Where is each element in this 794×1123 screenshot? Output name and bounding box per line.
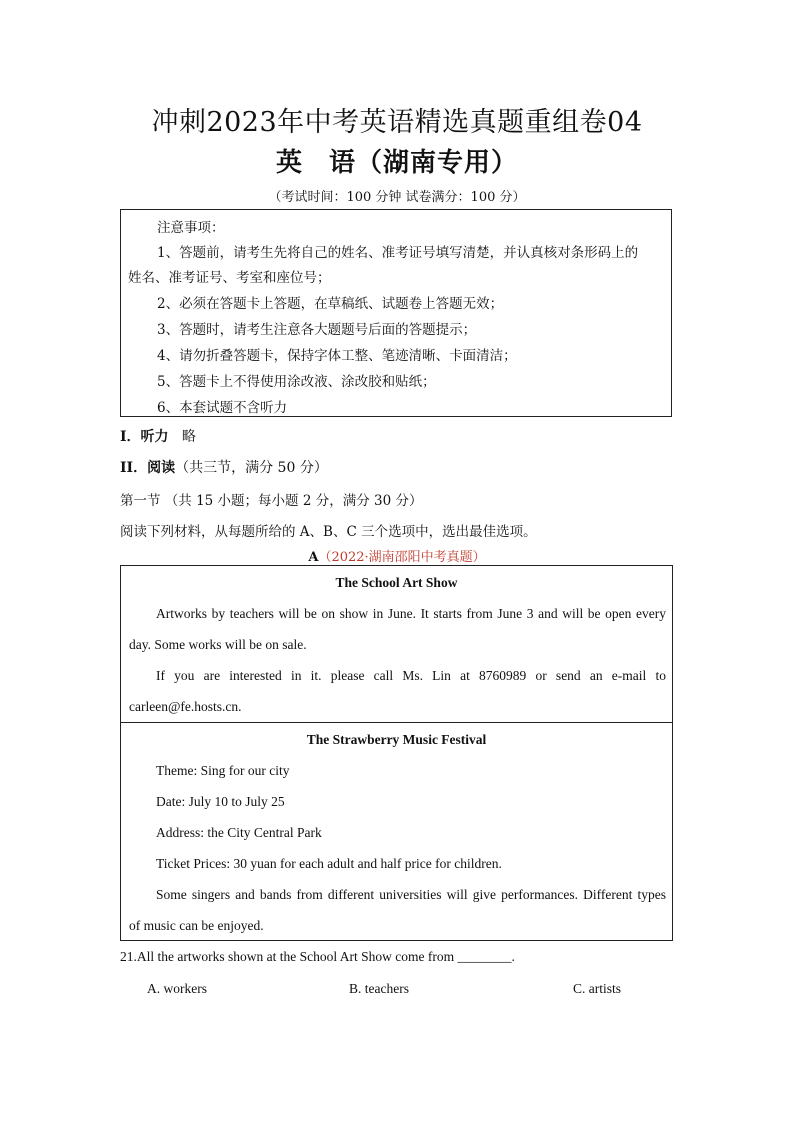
- reading-instruction: 阅读下列材料，从每题所给的 A、B、C 三个选项中，选出最佳选项。: [120, 524, 537, 540]
- art-show-title: The School Art Show: [335, 575, 458, 590]
- exam-time-info: （考试时间：100 分钟 试卷满分：100 分）: [268, 190, 526, 205]
- notice-box: [120, 209, 672, 417]
- notice-item-6: 6、本套试题不含听力: [157, 400, 288, 416]
- passage-heading: [0, 546, 794, 565]
- art-show-paragraph-1-cont: day. Some works will be on sale.: [129, 637, 307, 652]
- section-reading-note: （共三节，满分 50 分）: [175, 460, 328, 476]
- festival-paragraph: Some singers and bands from different universities will give performances. Different types: [156, 887, 666, 902]
- festival-ticket-price: Ticket Prices: 30 yuan for each adult and half price for children.: [156, 856, 502, 871]
- section-listening: [120, 426, 196, 446]
- exam-title: 冲刺2023年中考英语精选真题重组卷04: [151, 107, 643, 138]
- art-show-notice: [120, 565, 673, 723]
- notice-item-5: 5、答题卡上不得使用涂改液、涂改胶和贴纸；: [157, 374, 436, 390]
- question-21-stem: 21.All the artworks shown at the School Art Show come from ________.: [120, 949, 515, 964]
- question-21-option-a[interactable]: A. workers: [147, 981, 207, 996]
- subject-title: [0, 142, 794, 179]
- festival-theme: Theme: Sing for our city: [156, 763, 290, 778]
- passage-source: （2022·湖南邵阳中考真题）: [318, 550, 486, 565]
- notice-heading: 注意事项：: [157, 220, 225, 236]
- question-21-option-b[interactable]: B. teachers: [349, 981, 409, 996]
- art-show-paragraph-2: If you are interested in it. please call Ms. Lin at 8760989 or send an e-mail to: [156, 668, 666, 683]
- notice-item-3: 3、答题时，请考生注意各大题题号后面的答题提示；: [157, 322, 477, 338]
- question-21-option-c[interactable]: C. artists: [573, 981, 622, 996]
- notice-item-4: 4、请勿折叠答题卡，保持字体工整、笔迹清晰、卡面清洁；: [157, 348, 517, 364]
- passage-label: A: [308, 550, 319, 565]
- subject-title-part-a: 英: [275, 148, 303, 178]
- section-reading-title: II．阅读: [120, 460, 176, 476]
- section-listening-note: 略: [181, 429, 196, 445]
- section-reading: [120, 457, 328, 477]
- art-show-paragraph-1: Artworks by teachers will be on show in June. It starts from June 3 and will be open every: [156, 606, 666, 621]
- festival-address: Address: the City Central Park: [156, 825, 322, 840]
- festival-paragraph-cont: of music can be enjoyed.: [129, 918, 264, 933]
- music-festival-notice: [120, 722, 673, 941]
- notice-item-2: 2、必须在答题卡上答题，在草稿纸、试题卷上答题无效；: [157, 296, 504, 312]
- festival-title: The Strawberry Music Festival: [306, 732, 487, 747]
- section-listening-title: I．听力: [120, 429, 169, 445]
- subject-title-part-b: 语（湖南专用）: [329, 148, 519, 178]
- festival-date: Date: July 10 to July 25: [156, 794, 285, 809]
- notice-item-1: 1、答题前，请考生先将自己的姓名、准考证号填写清楚，并认真核对条形码上的: [157, 245, 639, 261]
- notice-item-1-cont: 姓名、准考证号、考室和座位号；: [128, 270, 331, 286]
- part-one-heading: 第一节 （共 15 小题；每小题 2 分，满分 30 分）: [120, 493, 423, 509]
- art-show-email: carleen@fe.hosts.cn.: [129, 699, 242, 714]
